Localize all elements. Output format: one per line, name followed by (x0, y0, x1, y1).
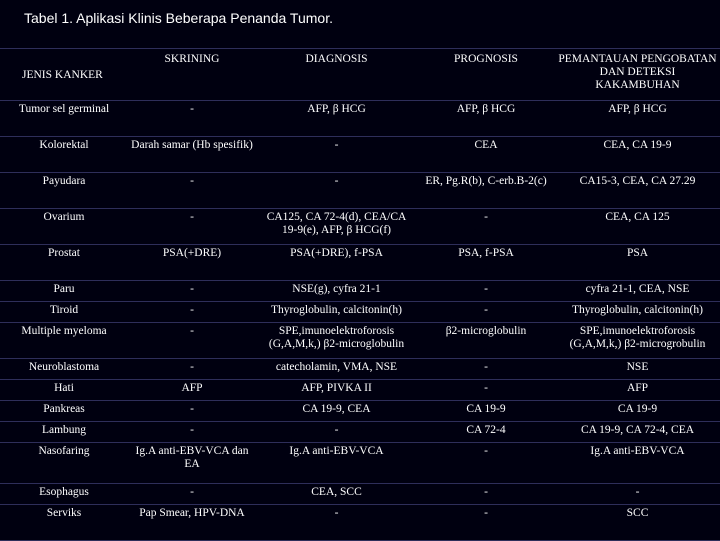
cell-jenis: Multiple myeloma (0, 323, 128, 359)
header-jenis-kanker: JENIS KANKER (0, 49, 128, 101)
cell-diagnosis: NSE(g), cyfra 21-1 (256, 281, 417, 302)
cell-diagnosis: Thyroglobulin, calcitonin(h) (256, 302, 417, 323)
cell-pemantauan: CA15-3, CEA, CA 27.29 (555, 173, 720, 209)
cell-jenis: Nasofaring (0, 443, 128, 484)
table-row (0, 302, 720, 323)
cell-jenis: Tumor sel germinal (0, 101, 128, 137)
table-row (0, 484, 720, 505)
cell-jenis: Neuroblastoma (0, 359, 128, 380)
header-row (0, 49, 720, 101)
header-prognosis: PROGNOSIS (417, 49, 555, 101)
table-row (0, 443, 720, 484)
cell-jenis: Tiroid (0, 302, 128, 323)
cell-jenis: Pankreas (0, 401, 128, 422)
table-row (0, 505, 720, 541)
cell-skrining: Pap Smear, HPV-DNA (128, 505, 256, 541)
cell-prognosis: - (417, 380, 555, 401)
cell-diagnosis: - (256, 137, 417, 173)
cell-prognosis: CA 72-4 (417, 422, 555, 443)
cell-prognosis: ER, Pg.R(b), C-erb.B-2(c) (417, 173, 555, 209)
cell-skrining: - (128, 101, 256, 137)
cell-pemantauan: NSE (555, 359, 720, 380)
cell-jenis: Serviks (0, 505, 128, 541)
cell-skrining: - (128, 422, 256, 443)
cell-pemantauan: Thyroglobulin, calcitonin(h) (555, 302, 720, 323)
cell-skrining: - (128, 484, 256, 505)
cell-prognosis: AFP, β HCG (417, 101, 555, 137)
cell-diagnosis: CEA, SCC (256, 484, 417, 505)
cell-diagnosis: - (256, 422, 417, 443)
table-row (0, 401, 720, 422)
cell-diagnosis: AFP, PIVKA II (256, 380, 417, 401)
table-row (0, 380, 720, 401)
cell-diagnosis: Ig.A anti-EBV-VCA (256, 443, 417, 484)
cell-diagnosis: CA125, CA 72-4(d), CEA/CA 19-9(e), AFP, β HCG(f) (256, 209, 417, 245)
cell-diagnosis: catecholamin, VMA, NSE (256, 359, 417, 380)
table-row (0, 323, 720, 359)
cell-jenis: Paru (0, 281, 128, 302)
cell-diagnosis: SPE,imunoelektroforosis (G,A,M,k,) β2-microglobulin (256, 323, 417, 359)
table-row (0, 101, 720, 137)
cell-skrining: - (128, 302, 256, 323)
cell-skrining: - (128, 173, 256, 209)
cell-pemantauan: - (555, 484, 720, 505)
cell-skrining: PSA(+DRE) (128, 245, 256, 281)
table-row (0, 173, 720, 209)
cell-jenis: Prostat (0, 245, 128, 281)
cell-prognosis: - (417, 443, 555, 484)
header-diagnosis: DIAGNOSIS (256, 49, 417, 101)
cell-skrining: AFP (128, 380, 256, 401)
cell-prognosis: - (417, 484, 555, 505)
cell-pemantauan: AFP (555, 380, 720, 401)
tumor-marker-table (0, 48, 720, 541)
table-row (0, 245, 720, 281)
cell-pemantauan: CEA, CA 125 (555, 209, 720, 245)
cell-jenis: Hati (0, 380, 128, 401)
cell-pemantauan: PSA (555, 245, 720, 281)
cell-skrining: - (128, 323, 256, 359)
cell-prognosis: - (417, 281, 555, 302)
cell-diagnosis: - (256, 505, 417, 541)
cell-jenis: Esophagus (0, 484, 128, 505)
cell-skrining: - (128, 281, 256, 302)
cell-diagnosis: PSA(+DRE), f-PSA (256, 245, 417, 281)
table-row (0, 209, 720, 245)
table-row (0, 137, 720, 173)
cell-jenis: Kolorektal (0, 137, 128, 173)
cell-jenis: Ovarium (0, 209, 128, 245)
cell-prognosis: - (417, 209, 555, 245)
table-row (0, 281, 720, 302)
cell-pemantauan: SCC (555, 505, 720, 541)
cell-pemantauan: SPE,imunoelektroforosis (G,A,M,k,) β2-microgrobulin (555, 323, 720, 359)
cell-jenis: Lambung (0, 422, 128, 443)
header-skrining: SKRINING (128, 49, 256, 101)
cell-pemantauan: cyfra 21-1, CEA, NSE (555, 281, 720, 302)
cell-diagnosis: CA 19-9, CEA (256, 401, 417, 422)
cell-prognosis: - (417, 505, 555, 541)
cell-jenis: Payudara (0, 173, 128, 209)
cell-diagnosis: AFP, β HCG (256, 101, 417, 137)
cell-pemantauan: Ig.A anti-EBV-VCA (555, 443, 720, 484)
cell-pemantauan: CEA, CA 19-9 (555, 137, 720, 173)
cell-prognosis: PSA, f-PSA (417, 245, 555, 281)
cell-pemantauan: CA 19-9 (555, 401, 720, 422)
cell-prognosis: β2-microglobulin (417, 323, 555, 359)
cell-skrining: Darah samar (Hb spesifik) (128, 137, 256, 173)
cell-pemantauan: CA 19-9, CA 72-4, CEA (555, 422, 720, 443)
cell-pemantauan: AFP, β HCG (555, 101, 720, 137)
table-title: Tabel 1. Aplikasi Klinis Beberapa Penanda Tumor. (24, 10, 333, 26)
cell-prognosis: - (417, 302, 555, 323)
cell-prognosis: - (417, 359, 555, 380)
table-row (0, 359, 720, 380)
header-pemantauan: PEMANTAUAN PENGOBATAN DAN DETEKSI KAKAMBUHAN (555, 49, 720, 101)
cell-prognosis: CEA (417, 137, 555, 173)
cell-skrining: - (128, 359, 256, 380)
cell-skrining: - (128, 209, 256, 245)
cell-skrining: - (128, 401, 256, 422)
cell-prognosis: CA 19-9 (417, 401, 555, 422)
cell-diagnosis: - (256, 173, 417, 209)
cell-skrining: Ig.A anti-EBV-VCA dan EA (128, 443, 256, 484)
table-row (0, 422, 720, 443)
